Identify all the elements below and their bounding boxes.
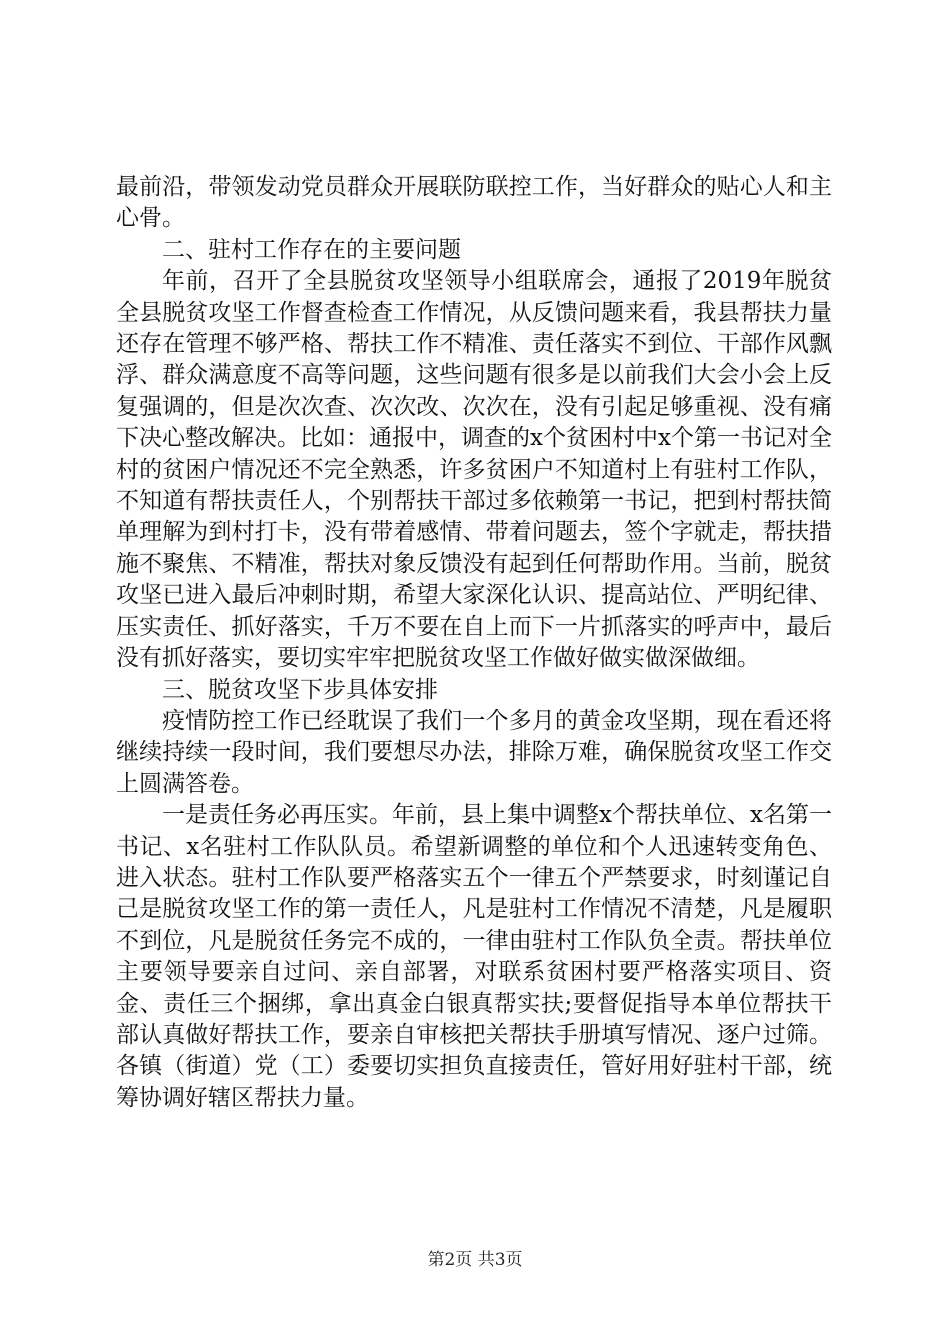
- page-number-footer: 第2页 共3页: [427, 1250, 523, 1270]
- paragraph-responsibility: 一是责任务必再压实。年前，县上集中调整x个帮扶单位、x名第一书记、x名驻村工作队队员。希望新调整的单位和个人迅速转变角色、进入状态。驻村工作队要严格落实五个一律五个严禁要求，时刻谨记自己是脱贫攻坚工作的第一责任人，凡是驻村工作情况不清楚，凡是履职不到位，凡是脱贫任务完不成的，一律由驻村工作队负全责。帮扶单位主要领导要亲自过问、亲自部署，对联系贫困村要严格落实项目、资金、责任三个捆绑，拿出真金白银真帮实扶;要督促指导本单位帮扶干部认真做好帮扶工作，要亲自审核把关帮扶手册填写情况、逐户过筛。各镇（街道）党（工）委要切实担负直接责任，管好用好驻村干部，统筹协调好辖区帮扶力量。: [116, 802, 832, 1111]
- paragraph-continuation: 最前沿，带领发动党员群众开展联防联控工作，当好群众的贴心人和主心骨。: [116, 174, 832, 232]
- document-body: [116, 172, 832, 1114]
- paragraph-epidemic: 疫情防控工作已经耽误了我们一个多月的黄金攻坚期，现在看还将继续持续一段时间，我们要想尽办法，排除万难，确保脱贫攻坚工作交上圆满答卷。: [116, 707, 832, 797]
- section-heading-2: 二、驻村工作存在的主要问题: [162, 236, 461, 263]
- paragraph-problems: 年前，召开了全县脱贫攻坚领导小组联席会，通报了2019年脱贫全县脱贫攻坚工作督查检查工作情况，从反馈问题来看，我县帮扶力量还存在管理不够严格、帮扶工作不精准、责任落实不到位、干部作风飘浮、群众满意度不高等问题，这些问题有很多是以前我们大会小会上反复强调的，但是次次查、次次改、次次在，没有引起足够重视、没有痛下决心整改解决。比如：通报中，调查的x个贫困村中x个第一书记对全村的贫困户情况还不完全熟悉，许多贫困户不知道村上有驻村工作队，不知道有帮扶责任人，个别帮扶干部过多依赖第一书记，把到村帮扶简单理解为到村打卡，没有带着感情、带着问题去，签个字就走，帮扶措施不聚焦、不精准，帮扶对象反馈没有起到任何帮助作用。当前，脱贫攻坚已进入最后冲刺时期，希望大家深化认识、提高站位、严明纪律、压实责任、抓好落实，千万不要在自上而下一片抓落实的呼声中，最后没有抓好落实，要切实牢牢把脱贫攻坚工作做好做实做深做细。: [116, 268, 832, 672]
- section-heading-3: 三、脱贫攻坚下步具体安排: [162, 676, 438, 703]
